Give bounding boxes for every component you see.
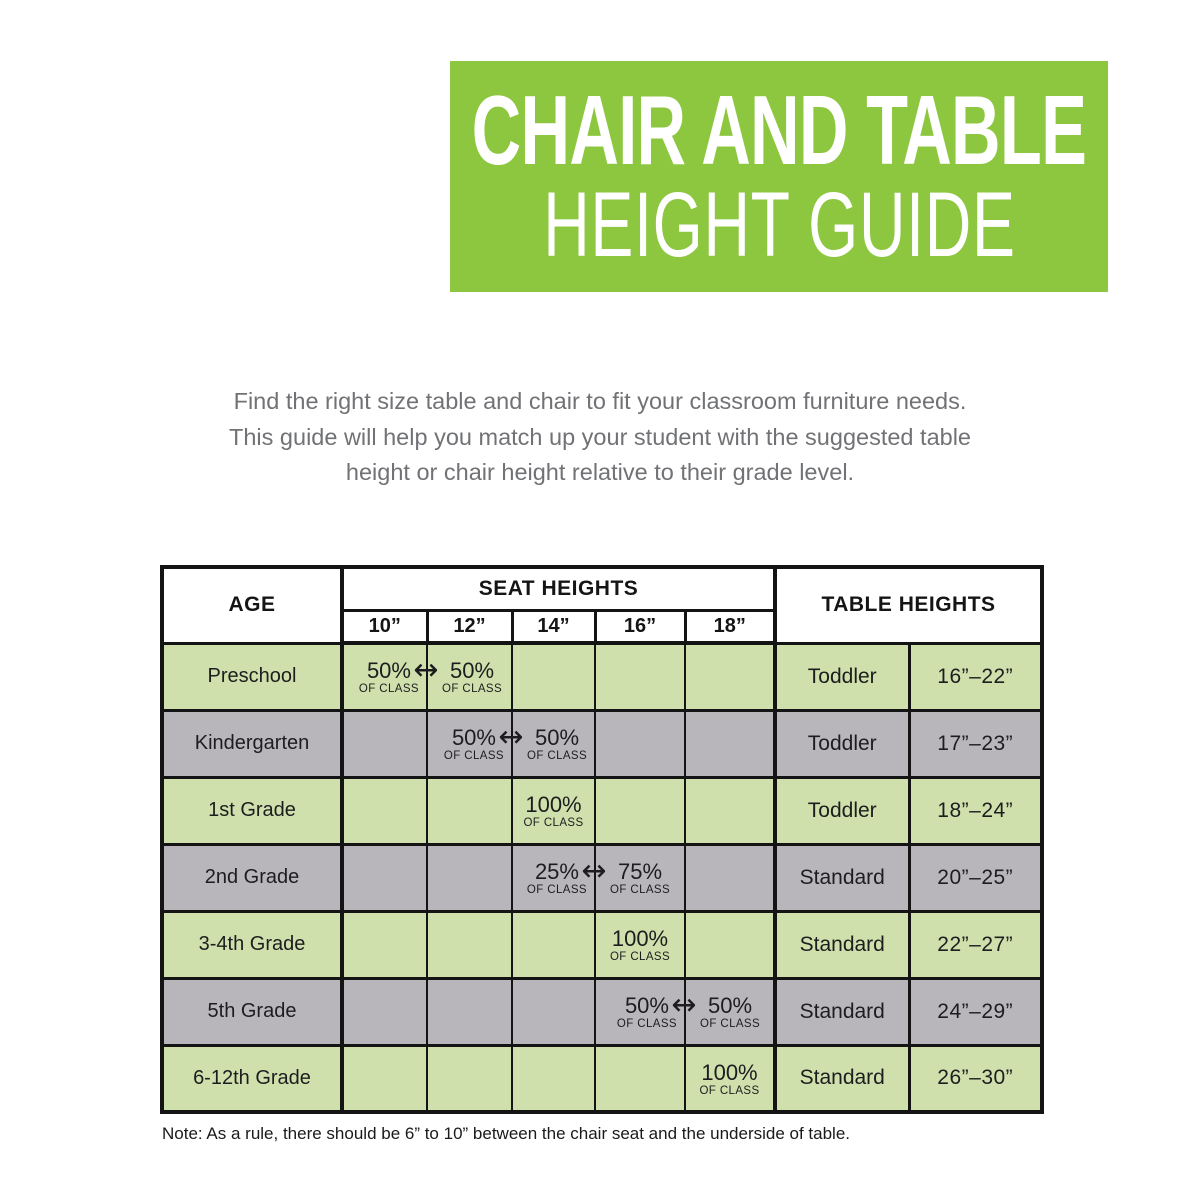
age-cell: Preschool (162, 643, 342, 710)
title-banner (450, 61, 1108, 292)
seat-cell-content (527, 725, 587, 762)
of-class-label: OF CLASS (700, 1018, 761, 1031)
seat-cell (342, 777, 427, 844)
table-type-cell: Toddler (775, 643, 909, 710)
seat-cell-content (444, 725, 504, 762)
of-class-label: OF CLASS (616, 1018, 677, 1031)
table-range-cell: 22”–27” (909, 911, 1042, 978)
percent-value: 50% (450, 658, 495, 684)
percent-value: 100% (701, 1059, 758, 1085)
table-row (162, 844, 1042, 911)
seat-cell-content (359, 658, 419, 695)
age-cell: 3-4th Grade (162, 911, 342, 978)
intro-line-2: This guide will help you match up your student with the suggested table (229, 423, 971, 450)
table-row (162, 911, 1042, 978)
seat-cell (342, 1045, 427, 1112)
seat-cell (342, 844, 427, 911)
seat-cell (685, 777, 775, 844)
table-range-cell: 16”–22” (909, 643, 1042, 710)
table-type-cell: Toddler (775, 710, 909, 777)
table-type-cell: Standard (775, 844, 909, 911)
seat-cell-content (610, 859, 670, 896)
seat-cell (427, 710, 524, 777)
seat-cell (685, 710, 775, 777)
seat-size-header-1: 12” (427, 610, 512, 643)
of-class-label: OF CLASS (443, 750, 504, 763)
left-right-arrow-icon: ↔ (671, 986, 697, 1022)
seat-cell (427, 911, 512, 978)
seat-cell (685, 978, 775, 1045)
age-cell: 6-12th Grade (162, 1045, 342, 1112)
age-column-header: AGE (162, 567, 342, 643)
left-right-arrow-icon: ↔ (413, 652, 439, 688)
footnote: Note: As a rule, there should be 6” to 10” between the chair seat and the underside of table. (162, 1124, 851, 1143)
intro-text (0, 384, 1200, 491)
of-class-label: OF CLASS (609, 951, 671, 964)
seat-cell (595, 911, 685, 978)
table-body (162, 643, 1042, 1112)
table-range-cell: 26”–30” (909, 1045, 1042, 1112)
seat-cell (427, 1045, 512, 1112)
intro-line-3: height or chair height relative to their grade level. (345, 459, 855, 485)
left-right-arrow-icon: ↔ (581, 852, 607, 888)
percent-value: 50% (535, 724, 580, 750)
percent-value: 50% (366, 658, 411, 684)
seat-cell (427, 777, 512, 844)
seat-cell (595, 777, 685, 844)
seat-size-header-3: 16” (595, 610, 685, 643)
left-right-arrow-icon: ↔ (498, 718, 524, 754)
seat-cell (512, 777, 595, 844)
table-type-cell: Standard (775, 911, 909, 978)
table-row (162, 643, 1042, 710)
of-class-label: OF CLASS (699, 1084, 760, 1097)
seat-size-header-4: 18” (685, 610, 775, 643)
seat-cell (342, 710, 427, 777)
of-class-label: OF CLASS (527, 750, 588, 763)
seat-cell-content (700, 993, 760, 1030)
seat-cell (512, 978, 595, 1045)
percent-value: 75% (618, 858, 663, 884)
table-range-cell: 17”–23” (909, 710, 1042, 777)
table-row (162, 710, 1042, 777)
age-cell: 5th Grade (162, 978, 342, 1045)
seat-cell (427, 844, 512, 911)
seat-cell (512, 844, 607, 911)
seat-cell (342, 643, 439, 710)
seat-cell (342, 978, 427, 1045)
seat-cell (512, 710, 595, 777)
title-line-1: CHAIR AND TABLE (471, 75, 1087, 186)
table-type-cell: Standard (775, 1045, 909, 1112)
seat-cell-content (610, 926, 670, 963)
age-cell: 2nd Grade (162, 844, 342, 911)
table-type-cell: Standard (775, 978, 909, 1045)
of-class-label: OF CLASS (526, 884, 587, 897)
table-range-cell: 18”–24” (909, 777, 1042, 844)
table-range-cell: 24”–29” (909, 978, 1042, 1045)
of-class-label: OF CLASS (523, 817, 584, 830)
seat-cell-content (527, 859, 587, 896)
seat-heights-header: SEAT HEIGHTS (342, 567, 775, 610)
title-line-2: HEIGHT GUIDE (542, 174, 1016, 277)
table-range-cell: 20”–25” (909, 844, 1042, 911)
seat-cell (595, 1045, 685, 1112)
intro-line-1: Find the right size table and chair to fit your classroom furniture needs. (233, 388, 967, 414)
seat-cell (685, 911, 775, 978)
percent-value: 25% (534, 858, 579, 884)
seat-cell (685, 643, 775, 710)
seat-cell (427, 643, 512, 710)
seat-cell (685, 1045, 775, 1112)
seat-cell (595, 643, 685, 710)
seat-cell (427, 978, 512, 1045)
percent-value: 100% (611, 925, 669, 951)
seat-cell (685, 844, 775, 911)
table-heights-header: TABLE HEIGHTS (775, 567, 1042, 643)
seat-cell (512, 643, 595, 710)
of-class-label: OF CLASS (442, 683, 503, 696)
percent-value: 50% (708, 992, 753, 1018)
seat-cell-content (699, 1060, 759, 1097)
percent-value: 50% (451, 724, 496, 750)
seat-cell (595, 978, 697, 1045)
height-guide-table (160, 565, 1044, 1114)
of-class-label: OF CLASS (358, 683, 419, 696)
table-row (162, 777, 1042, 844)
percent-value: 100% (525, 791, 582, 817)
seat-size-header-0: 10” (342, 610, 427, 643)
table-header (162, 567, 1042, 643)
seat-cell-content (523, 792, 583, 829)
table-type-cell: Toddler (775, 777, 909, 844)
seat-cell (512, 1045, 595, 1112)
seat-cell (342, 911, 427, 978)
seat-cell-content (617, 993, 677, 1030)
age-cell: Kindergarten (162, 710, 342, 777)
age-cell: 1st Grade (162, 777, 342, 844)
of-class-label: OF CLASS (610, 884, 671, 897)
seat-size-header-2: 14” (512, 610, 595, 643)
seat-cell (512, 911, 595, 978)
table-row (162, 1045, 1042, 1112)
percent-value: 50% (624, 992, 669, 1018)
seat-cell (595, 844, 685, 911)
seat-cell (595, 710, 685, 777)
table-row (162, 978, 1042, 1045)
seat-cell-content (442, 658, 502, 695)
